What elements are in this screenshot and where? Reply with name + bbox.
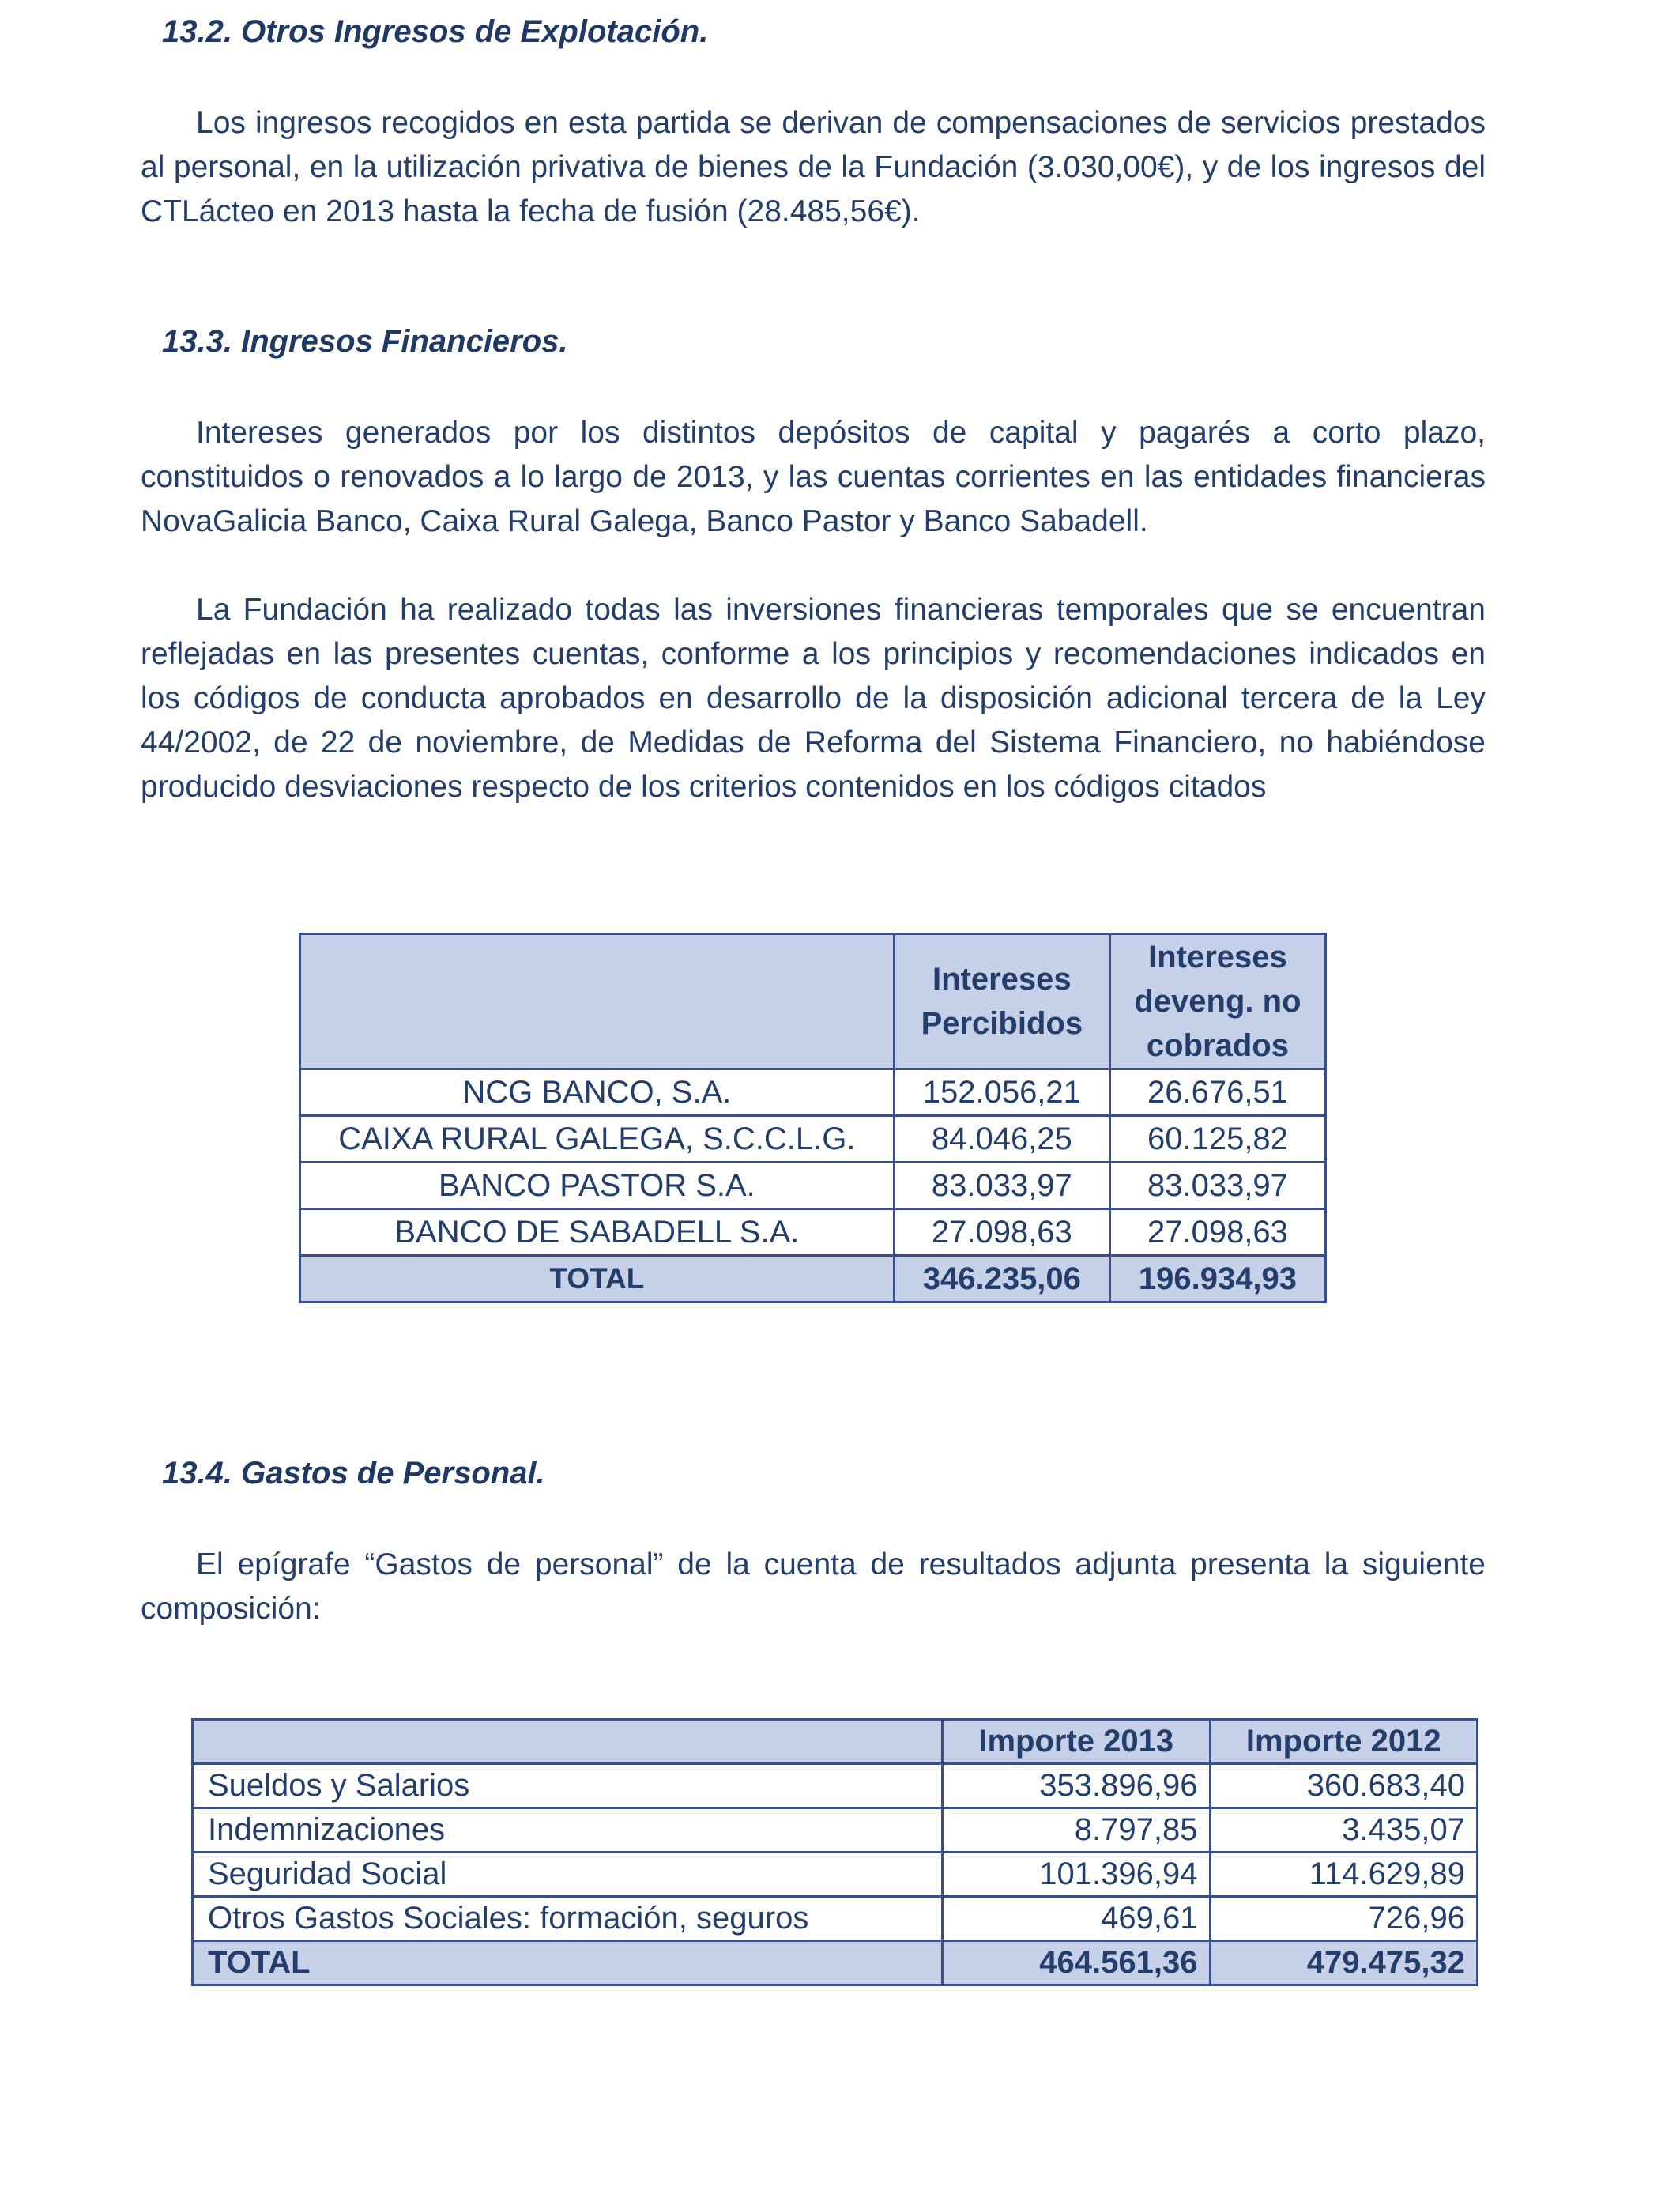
interest-received: 84.046,25 [894,1116,1109,1163]
interest-accrued: 60.125,82 [1109,1116,1325,1163]
expense-concept: Otros Gastos Sociales: formación, seguros [193,1897,943,1941]
table-row [193,1764,1478,1808]
total-interest-received: 346.235,06 [894,1256,1109,1302]
heading-13-2: 13.2. Otros Ingresos de Explotación. [162,14,709,49]
table-header-row [300,934,1326,1069]
heading-13-4: 13.4. Gastos de Personal. [162,1456,545,1491]
amount-2012: 114.629,89 [1210,1853,1478,1897]
total-label: TOTAL [193,1941,943,1985]
table-row [193,1897,1478,1941]
header-intereses-devengados: Intereses deveng. no cobrados [1109,934,1325,1069]
personnel-expenses-table [191,1718,1478,1986]
paragraph-otros-ingresos: Los ingresos recogidos en esta partida se derivan de compensaciones de servicios prestados al personal, en la utilización privativa de bienes de la Fundación (3.030,00€), y de los ingresos del CTLácteo en 2013 hasta la fecha de fusión (28.485,56€). [141,106,1486,228]
amount-2012: 726,96 [1210,1897,1478,1941]
total-amount-2012: 479.475,32 [1210,1941,1478,1985]
interest-accrued: 26.676,51 [1109,1069,1325,1116]
table-header-row [193,1720,1478,1764]
interest-received: 152.056,21 [894,1069,1109,1116]
expense-concept: Sueldos y Salarios [193,1764,943,1808]
amount-2012: 3.435,07 [1210,1808,1478,1853]
interest-table [299,933,1327,1303]
amount-2013: 353.896,96 [943,1764,1211,1808]
header-importe-2012: Importe 2012 [1210,1720,1478,1764]
amount-2013: 101.396,94 [943,1853,1211,1897]
amount-2013: 469,61 [943,1897,1211,1941]
table-row [300,1209,1326,1256]
table-row [193,1853,1478,1897]
heading-13-3: 13.3. Ingresos Financieros. [162,324,568,359]
header-importe-2013: Importe 2013 [943,1720,1211,1764]
paragraph-intereses: Intereses generados por los distintos depósitos de capital y pagarés a corto plazo, constituidos o renovados a lo largo de 2013, y las cuentas corrientes en las entidades financieras NovaGalicia Banco, Caixa Rural Galega, Banco Pastor y Banco Sabadell. [141,416,1486,538]
interest-accrued: 83.033,97 [1109,1163,1325,1209]
total-row [193,1941,1478,1985]
interest-received: 83.033,97 [894,1163,1109,1209]
bank-name: CAIXA RURAL GALEGA, S.C.C.L.G. [300,1116,895,1163]
interest-received: 27.098,63 [894,1209,1109,1256]
interest-accrued: 27.098,63 [1109,1209,1325,1256]
header-cell-empty [193,1720,943,1764]
header-cell-empty [300,934,895,1069]
expense-concept: Indemnizaciones [193,1808,943,1853]
total-interest-accrued: 196.934,93 [1109,1256,1325,1302]
paragraph-gastos-personal: El epígrafe “Gastos de personal” de la cuenta de resultados adjunta presenta la siguiente composición: [141,1547,1486,1626]
total-amount-2013: 464.561,36 [943,1941,1211,1985]
bank-name: BANCO PASTOR S.A. [300,1163,895,1209]
table-row [300,1069,1326,1116]
amount-2012: 360.683,40 [1210,1764,1478,1808]
expense-concept: Seguridad Social [193,1853,943,1897]
total-label: TOTAL [300,1256,895,1302]
amount-2013: 8.797,85 [943,1808,1211,1853]
header-intereses-percibidos: Intereses Percibidos [894,934,1109,1069]
bank-name: BANCO DE SABADELL S.A. [300,1209,895,1256]
bank-name: NCG BANCO, S.A. [300,1069,895,1116]
table-row [300,1116,1326,1163]
paragraph-inversiones: La Fundación ha realizado todas las inversiones financieras temporales que se encuentran reflejadas en las presentes cuentas, conforme a los principios y recomendaciones indicados en los códigos de conducta aprobados en desarrollo de la disposición adicional tercera de la Ley 44/2002, de 22 de noviembre, de Medidas de Reforma del Sistema Financiero, no habiéndose producido desviaciones respecto de los criterios contenidos en los códigos citados [141,593,1486,804]
total-row [300,1256,1326,1302]
table-row [300,1163,1326,1209]
table-row [193,1808,1478,1853]
